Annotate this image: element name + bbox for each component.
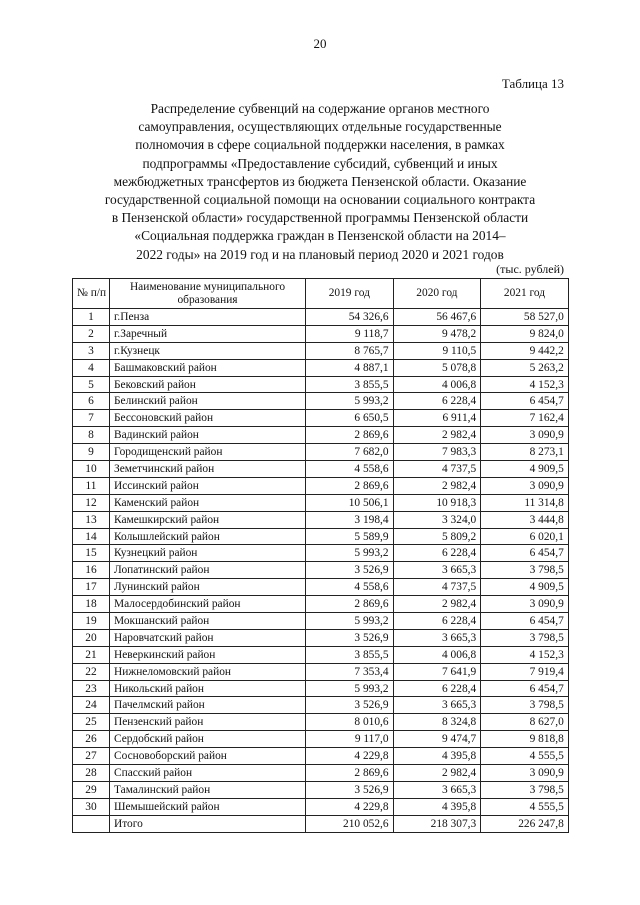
table-row [73, 410, 569, 427]
cell-2020: 6 228,4 [393, 393, 481, 410]
cell-name: Сосновоборский район [110, 748, 306, 765]
cell-name: Пензенский район [110, 714, 306, 731]
cell-2019: 2 869,6 [306, 765, 394, 782]
cell-2021: 226 247,8 [481, 815, 569, 832]
cell-2019: 3 855,5 [306, 646, 394, 663]
cell-num: 11 [73, 477, 110, 494]
cell-2020: 6 228,4 [393, 680, 481, 697]
cell-2021: 4 555,5 [481, 748, 569, 765]
cell-2021: 3 798,5 [481, 562, 569, 579]
cell-num: 27 [73, 748, 110, 765]
cell-2019: 54 326,6 [306, 309, 394, 326]
cell-name: Нижнеломовский район [110, 663, 306, 680]
title-line: самоуправления, осуществляющих отдельные государственные [138, 119, 502, 135]
cell-2021: 4 909,5 [481, 579, 569, 596]
cell-name: Иссинский район [110, 477, 306, 494]
title-line: в Пензенской области» государственной программы Пензенской области [111, 210, 529, 226]
cell-name: Лунинский район [110, 579, 306, 596]
cell-name: Башмаковский район [110, 359, 306, 376]
header-2021: 2021 год [481, 279, 569, 309]
title-line: полномочия в сфере социальной поддержки населения, в рамках [135, 137, 505, 153]
cell-num: 3 [73, 342, 110, 359]
table-total-row [73, 815, 569, 832]
table-row [73, 748, 569, 765]
cell-num: 15 [73, 545, 110, 562]
table-row [73, 545, 569, 562]
cell-2020: 6 228,4 [393, 613, 481, 630]
cell-2020: 2 982,4 [393, 477, 481, 494]
cell-2020: 7 641,9 [393, 663, 481, 680]
cell-2020: 3 665,3 [393, 697, 481, 714]
cell-name: Камешкирский район [110, 511, 306, 528]
cell-2019: 3 526,9 [306, 697, 394, 714]
cell-num: 4 [73, 359, 110, 376]
cell-2020: 8 324,8 [393, 714, 481, 731]
subvention-table [72, 278, 569, 833]
cell-num: 8 [73, 427, 110, 444]
table-row [73, 781, 569, 798]
cell-2021: 3 090,9 [481, 765, 569, 782]
cell-2019: 2 869,6 [306, 596, 394, 613]
table-row [73, 444, 569, 461]
cell-name: Бековский район [110, 376, 306, 393]
cell-name: Лопатинский район [110, 562, 306, 579]
cell-2020: 56 467,6 [393, 309, 481, 326]
title-line: Распределение субвенций на содержание органов местного [150, 101, 490, 116]
cell-name: Пачелмский район [110, 697, 306, 714]
title-line: «Социальная поддержка граждан в Пензенской области на 2014– [134, 228, 506, 244]
cell-num: 29 [73, 781, 110, 798]
cell-2019: 5 993,2 [306, 545, 394, 562]
cell-2020: 3 324,0 [393, 511, 481, 528]
table-row [73, 511, 569, 528]
cell-name: Шемышейский район [110, 798, 306, 815]
cell-name: Земетчинский район [110, 461, 306, 478]
cell-2019: 9 118,7 [306, 325, 394, 342]
table-row [73, 596, 569, 613]
cell-2019: 9 117,0 [306, 731, 394, 748]
cell-2020: 3 665,3 [393, 562, 481, 579]
cell-2020: 9 474,7 [393, 731, 481, 748]
cell-name: Неверкинский район [110, 646, 306, 663]
cell-2021: 3 798,5 [481, 629, 569, 646]
table-row [73, 427, 569, 444]
header-2019: 2019 год [306, 279, 394, 309]
units-note: (тыс. рублей) [496, 262, 564, 276]
cell-name: Наровчатский район [110, 629, 306, 646]
cell-2021: 4 152,3 [481, 646, 569, 663]
cell-num [73, 815, 110, 832]
cell-num: 6 [73, 393, 110, 410]
cell-2019: 7 353,4 [306, 663, 394, 680]
cell-name: Тамалинский район [110, 781, 306, 798]
cell-2020: 4 395,8 [393, 798, 481, 815]
cell-2021: 6 454,7 [481, 613, 569, 630]
cell-2019: 4 558,6 [306, 579, 394, 596]
cell-name: Колышлейский район [110, 528, 306, 545]
cell-2019: 5 589,9 [306, 528, 394, 545]
cell-2020: 5 078,8 [393, 359, 481, 376]
cell-2021: 4 909,5 [481, 461, 569, 478]
cell-name: Сердобский район [110, 731, 306, 748]
table-row [73, 477, 569, 494]
cell-num: 24 [73, 697, 110, 714]
table-row [73, 798, 569, 815]
cell-num: 16 [73, 562, 110, 579]
cell-num: 13 [73, 511, 110, 528]
cell-name: Мокшанский район [110, 613, 306, 630]
cell-num: 2 [73, 325, 110, 342]
table-body [73, 309, 569, 833]
table-row [73, 342, 569, 359]
cell-2021: 9 442,2 [481, 342, 569, 359]
cell-2019: 7 682,0 [306, 444, 394, 461]
cell-num: 20 [73, 629, 110, 646]
cell-2020: 6 228,4 [393, 545, 481, 562]
cell-2019: 10 506,1 [306, 494, 394, 511]
header-name: Наименование муниципального образования [110, 279, 306, 309]
cell-name: Белинский район [110, 393, 306, 410]
cell-2019: 4 558,6 [306, 461, 394, 478]
cell-2019: 8 765,7 [306, 342, 394, 359]
cell-2020: 2 982,4 [393, 765, 481, 782]
cell-2019: 3 526,9 [306, 781, 394, 798]
cell-2020: 3 665,3 [393, 629, 481, 646]
cell-2021: 8 273,1 [481, 444, 569, 461]
cell-2021: 3 090,9 [481, 596, 569, 613]
title-line: государственной социальной помощи на основании социального контракта [104, 192, 536, 208]
cell-name: Никольский район [110, 680, 306, 697]
page-number: 20 [313, 36, 327, 51]
table-row [73, 697, 569, 714]
table-row [73, 309, 569, 326]
table-row [73, 731, 569, 748]
cell-num: 21 [73, 646, 110, 663]
cell-2021: 6 454,7 [481, 393, 569, 410]
cell-2021: 4 555,5 [481, 798, 569, 815]
cell-2019: 3 526,9 [306, 562, 394, 579]
table-row [73, 629, 569, 646]
cell-num: 18 [73, 596, 110, 613]
cell-num: 22 [73, 663, 110, 680]
table-label: Таблица 13 [501, 76, 564, 91]
table-row [73, 646, 569, 663]
cell-2021: 3 798,5 [481, 697, 569, 714]
cell-2020: 4 737,5 [393, 579, 481, 596]
cell-2021: 4 152,3 [481, 376, 569, 393]
cell-2021: 3 090,9 [481, 477, 569, 494]
cell-2019: 210 052,6 [306, 815, 394, 832]
table-row [73, 376, 569, 393]
table-row [73, 579, 569, 596]
cell-2019: 4 229,8 [306, 748, 394, 765]
cell-name: г.Кузнецк [110, 342, 306, 359]
cell-2019: 5 993,2 [306, 393, 394, 410]
cell-2019: 6 650,5 [306, 410, 394, 427]
cell-name: г.Заречный [110, 325, 306, 342]
cell-2019: 3 526,9 [306, 629, 394, 646]
cell-2019: 5 993,2 [306, 680, 394, 697]
cell-2019: 4 229,8 [306, 798, 394, 815]
cell-2020: 3 665,3 [393, 781, 481, 798]
cell-num: 9 [73, 444, 110, 461]
cell-2019: 8 010,6 [306, 714, 394, 731]
table-row [73, 359, 569, 376]
cell-2019: 2 869,6 [306, 477, 394, 494]
cell-2019: 3 198,4 [306, 511, 394, 528]
cell-2020: 10 918,3 [393, 494, 481, 511]
title-line: межбюджетных трансфертов из бюджета Пензенской области. Оказание [113, 173, 527, 189]
cell-num: 7 [73, 410, 110, 427]
cell-name: Спасский район [110, 765, 306, 782]
cell-2019: 3 855,5 [306, 376, 394, 393]
cell-name: Бессоновский район [110, 410, 306, 427]
cell-2021: 11 314,8 [481, 494, 569, 511]
cell-2020: 5 809,2 [393, 528, 481, 545]
cell-2020: 4 006,8 [393, 376, 481, 393]
cell-name: Каменский район [110, 494, 306, 511]
cell-num: 28 [73, 765, 110, 782]
title-line: 2022 годы» на 2019 год и на плановый период 2020 и 2021 годов [136, 246, 504, 262]
cell-2020: 4 395,8 [393, 748, 481, 765]
cell-2021: 3 090,9 [481, 427, 569, 444]
cell-2021: 9 818,8 [481, 731, 569, 748]
cell-num: 17 [73, 579, 110, 596]
table-row [73, 325, 569, 342]
cell-2021: 6 020,1 [481, 528, 569, 545]
cell-2020: 218 307,3 [393, 815, 481, 832]
cell-num: 1 [73, 309, 110, 326]
table-row [73, 714, 569, 731]
header-2020: 2020 год [393, 279, 481, 309]
cell-2021: 5 263,2 [481, 359, 569, 376]
cell-2020: 2 982,4 [393, 427, 481, 444]
cell-2021: 7 162,4 [481, 410, 569, 427]
table-row [73, 613, 569, 630]
cell-num: 10 [73, 461, 110, 478]
table-row [73, 680, 569, 697]
table-row [73, 765, 569, 782]
cell-2020: 6 911,4 [393, 410, 481, 427]
cell-2019: 2 869,6 [306, 427, 394, 444]
table-row [73, 663, 569, 680]
cell-num: 26 [73, 731, 110, 748]
cell-2021: 58 527,0 [481, 309, 569, 326]
cell-2021: 6 454,7 [481, 545, 569, 562]
cell-num: 30 [73, 798, 110, 815]
cell-num: 12 [73, 494, 110, 511]
cell-num: 25 [73, 714, 110, 731]
cell-2019: 5 993,2 [306, 613, 394, 630]
title-line: подпрограммы «Предоставление субсидий, субвенций и иных [142, 155, 498, 171]
cell-2019: 4 887,1 [306, 359, 394, 376]
cell-2020: 4 737,5 [393, 461, 481, 478]
document-title [72, 100, 568, 264]
table-row [73, 461, 569, 478]
cell-2021: 3 798,5 [481, 781, 569, 798]
cell-num: 5 [73, 376, 110, 393]
table-row [73, 528, 569, 545]
cell-num: 23 [73, 680, 110, 697]
cell-name: Городищенский район [110, 444, 306, 461]
cell-name: г.Пенза [110, 309, 306, 326]
cell-2021: 8 627,0 [481, 714, 569, 731]
cell-2021: 6 454,7 [481, 680, 569, 697]
table-header-row [73, 279, 569, 309]
table-row [73, 562, 569, 579]
cell-2020: 4 006,8 [393, 646, 481, 663]
cell-2020: 9 478,2 [393, 325, 481, 342]
cell-2021: 3 444,8 [481, 511, 569, 528]
header-num: № п/п [73, 279, 110, 309]
cell-num: 14 [73, 528, 110, 545]
cell-name: Кузнецкий район [110, 545, 306, 562]
cell-name: Итого [110, 815, 306, 832]
table-row [73, 494, 569, 511]
cell-2021: 7 919,4 [481, 663, 569, 680]
cell-2020: 9 110,5 [393, 342, 481, 359]
cell-name: Вадинский район [110, 427, 306, 444]
cell-2020: 2 982,4 [393, 596, 481, 613]
cell-num: 19 [73, 613, 110, 630]
table-row [73, 393, 569, 410]
cell-2021: 9 824,0 [481, 325, 569, 342]
cell-name: Малосердобинский район [110, 596, 306, 613]
cell-2020: 7 983,3 [393, 444, 481, 461]
